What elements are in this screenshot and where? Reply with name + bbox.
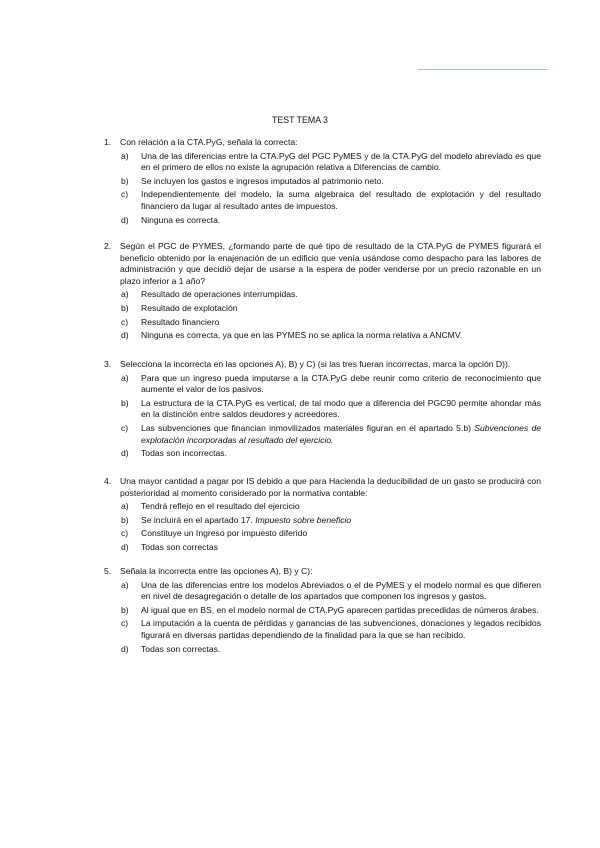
question-text-block	[104, 476, 541, 499]
option-text: Una de las diferencias entre la CTA.PyG del PGC PyMES y de la CTA.PyG del modelo abreviado es que en el primero de ellos no existe la agrupación relativa a Diferencias de cambio.	[141, 150, 541, 173]
option-text: Todas son correctas.	[141, 643, 221, 654]
answer-option	[104, 528, 541, 540]
question-number: 4.	[104, 476, 112, 486]
option-text: Ninguna es correcta.	[141, 214, 221, 225]
answer-option	[104, 330, 541, 342]
answer-options	[104, 373, 541, 460]
option-text: Se incluyen los gastos e ingresos imputados al patrimonio neto.	[141, 175, 384, 186]
option-letter: c)	[121, 189, 129, 200]
answer-option	[104, 215, 541, 227]
option-text: La imputación a la cuenta de pérdidas y ganancias de las subvenciones, donaciones y legados recibidos figurará en diversas partidas dependiendo de la finalidad para la que se han recibido.	[141, 618, 541, 640]
header-rule	[418, 69, 548, 70]
answer-option	[104, 151, 541, 174]
answer-option	[104, 373, 541, 396]
answer-option	[104, 423, 541, 446]
option-letter: c)	[121, 316, 129, 327]
answer-option	[104, 605, 541, 617]
answer-options	[104, 580, 541, 656]
option-letter: a)	[121, 579, 129, 590]
answer-option	[104, 501, 541, 513]
option-text: Ninguna es correcta, ya que en las PYMES no se aplica la norma relativa a ANCMV.	[141, 330, 463, 341]
option-text: Se incluirá en el apartado 17.	[141, 514, 256, 525]
option-italic-text: Subvenciones de explotación incorporadas al resultado del ejercicio.	[141, 422, 541, 445]
question-text-block	[104, 137, 541, 149]
answer-option	[104, 176, 541, 188]
option-letter: d)	[121, 214, 129, 225]
option-letter: a)	[121, 150, 129, 161]
option-text: La estructura de la CTA.PyG es vertical, de tal modo que a diferencia del PGC90 permite ahondar más en la distinción entre saldos deudores y acreedores.	[141, 397, 541, 420]
option-italic-text: Impuesto sobre beneficio	[255, 514, 352, 525]
question-text: Según el PGC de PYMES, ¿formando parte de qué tipo de resultado de la CTA.PyG de PYMES figurará el beneficio obtenido por la enajenación de un edificio que venía usándose como despacho para las labores de administración y que decidió dejar de usarse a la espera de poder venderse por un precio razonable en un plazo inferior a 1 año?	[120, 241, 541, 286]
question-3	[104, 359, 541, 462]
question-text: Con relación a la CTA.PyG, señala la correcta:	[120, 137, 298, 147]
option-letter: a)	[121, 289, 129, 300]
question-text-block	[104, 359, 541, 371]
option-letter: b)	[121, 514, 129, 525]
option-text: Independientemente del modelo, la suma algebraica del resultado de explotación y del resultado financiero da lugar al resultado antes de impuestos.	[141, 189, 541, 211]
option-text: Todas son incorrectas.	[141, 448, 227, 459]
option-letter: a)	[121, 501, 129, 512]
question-text: Una mayor cantidad a pagar por IS debido a que para Hacienda la deducibilidad de un gasto se producirá con posterioridad al momento considerado por la normativa contable:	[120, 476, 541, 498]
answer-option	[104, 618, 541, 641]
question-number: 2.	[104, 241, 112, 251]
option-letter: b)	[121, 397, 129, 408]
answer-options	[104, 501, 541, 553]
option-text: Resultado de explotación	[141, 302, 238, 313]
answer-option	[104, 580, 541, 603]
answer-option	[104, 303, 541, 315]
question-number: 3.	[104, 359, 112, 369]
answer-option	[104, 289, 541, 301]
option-letter: b)	[121, 302, 129, 313]
answer-options	[104, 289, 541, 341]
option-text: Constituye un Ingreso por impuesto diferido	[141, 528, 308, 539]
option-letter: d)	[121, 330, 129, 341]
option-letter: d)	[121, 541, 129, 552]
option-text: Todas son correctas	[141, 541, 218, 552]
option-letter: d)	[121, 643, 129, 654]
option-letter: b)	[121, 175, 129, 186]
question-5	[104, 566, 541, 657]
question-text: Selecciona la incorrecta en las opciones A), B) y C) (si las tres fueran incorrectas, marca la opción D)).	[120, 359, 511, 369]
answer-option	[104, 189, 541, 212]
question-4	[104, 476, 541, 556]
option-letter: c)	[121, 618, 129, 629]
question-1	[104, 137, 541, 228]
option-text: Las subvenciones que financian inmovilizados materiales figuran en el apartado 5.b)	[141, 422, 475, 433]
answer-option	[104, 542, 541, 554]
answer-option	[104, 448, 541, 460]
question-text: Señala la incorrecta entre las opciones A), B) y C):	[120, 566, 313, 576]
option-text: Resultado de operaciones interrumpidas.	[141, 289, 298, 300]
option-text: Al igual que en BS, en el modelo normal de CTA.PyG aparecen partidas precedidas de números árabes.	[141, 604, 539, 615]
option-text: Tendrá reflejo en el resultado del ejercicio	[141, 501, 300, 512]
question-text-block	[104, 241, 541, 287]
option-text: Una de las diferencias entre los modelos Abreviados o el de PyMES y el modelo normal es que difieren en nivel de desagregación o detalle de los apartados que componen los ingresos y gastos.	[141, 579, 541, 602]
option-text: Resultado financiero	[141, 316, 220, 327]
page-title: TEST TEMA 3	[272, 115, 328, 125]
question-number: 5.	[104, 566, 112, 576]
answer-options	[104, 151, 541, 227]
question-text-block	[104, 566, 541, 578]
option-letter: c)	[121, 528, 129, 539]
answer-option	[104, 317, 541, 329]
option-letter: b)	[121, 604, 129, 615]
question-number: 1.	[104, 137, 112, 147]
option-letter: d)	[121, 448, 129, 459]
option-text: Para que un ingreso pueda imputarse a la CTA.PyG debe reunir como criterio de reconocimiento que aumente el valor de los pasivos.	[141, 372, 541, 395]
answer-option	[104, 515, 541, 527]
answer-option	[104, 644, 541, 656]
option-letter: c)	[121, 422, 129, 433]
option-letter: a)	[121, 372, 129, 383]
question-2	[104, 241, 541, 344]
answer-option	[104, 398, 541, 421]
